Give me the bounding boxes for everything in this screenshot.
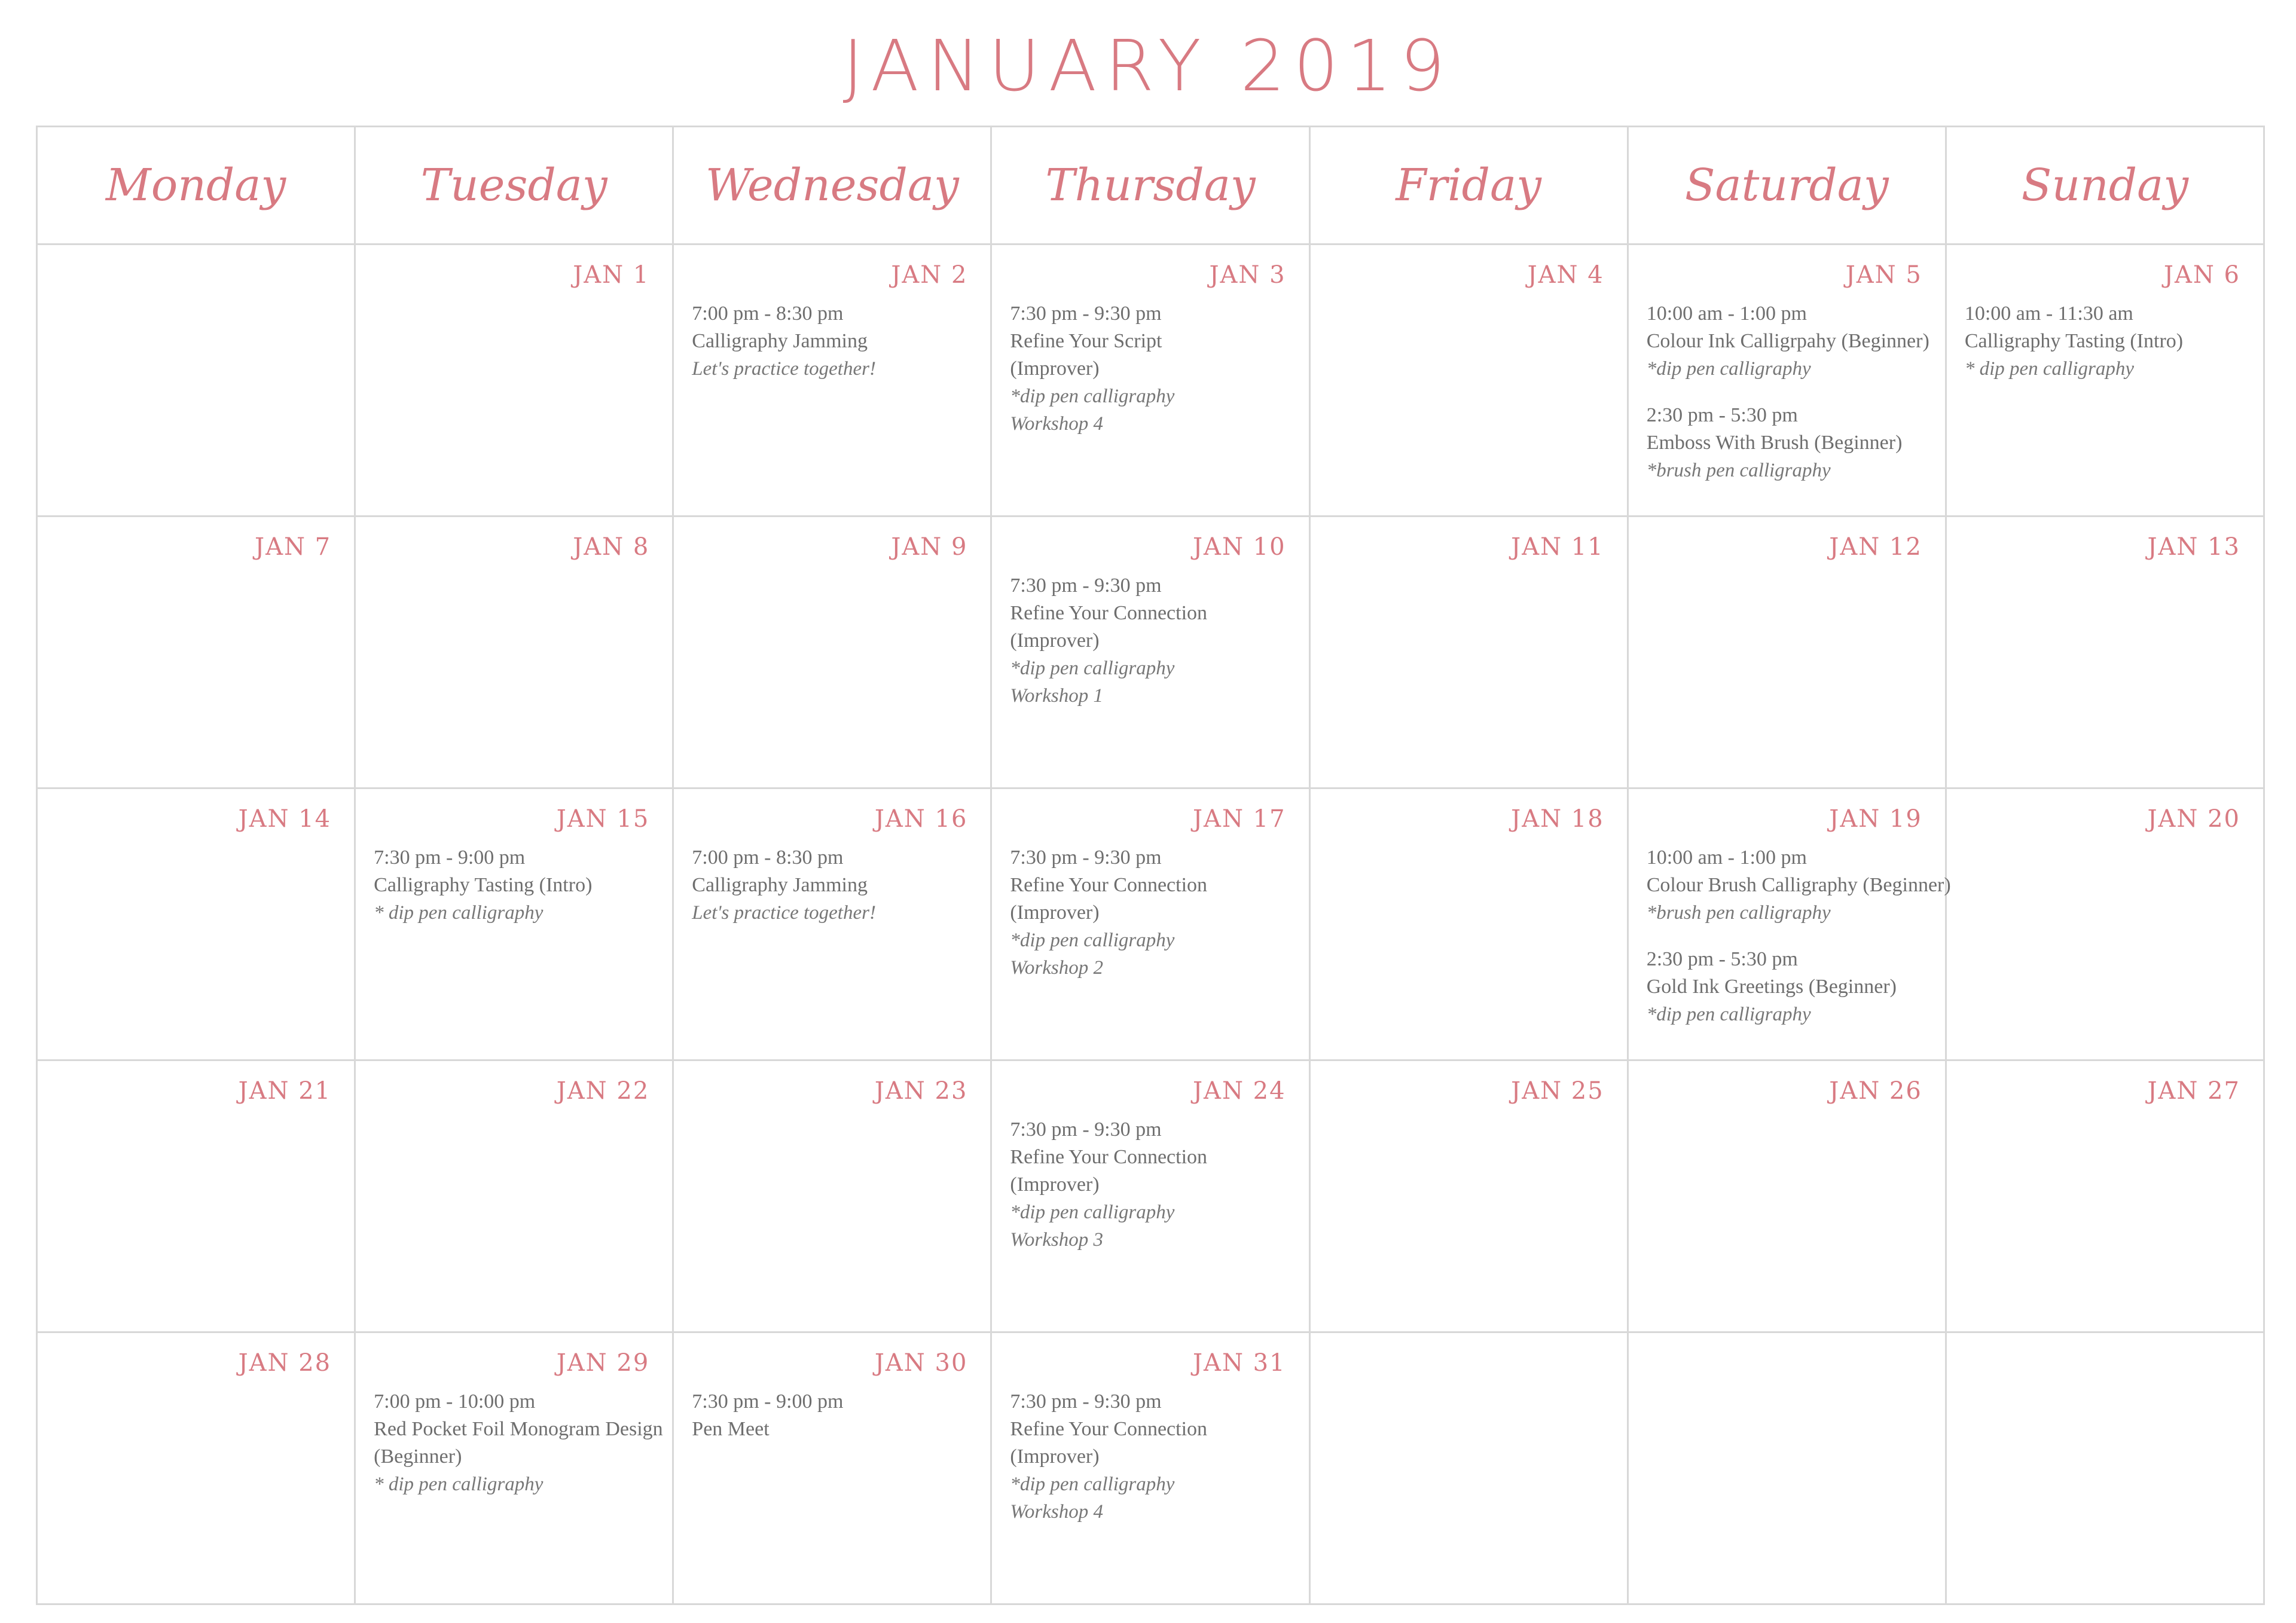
event-note: * dip pen calligraphy <box>374 1474 544 1495</box>
event-note: Workshop 3 <box>1010 1229 1103 1251</box>
day-cell <box>1946 1332 2264 1604</box>
calendar-event[interactable] <box>1965 300 2263 383</box>
event-note: *brush pen calligraphy <box>1646 460 1831 481</box>
day-events <box>1629 292 1945 484</box>
day-cell[interactable] <box>1946 516 2264 788</box>
event-note: *dip pen calligraphy <box>1010 386 1175 407</box>
calendar-event[interactable] <box>692 300 990 383</box>
day-cell[interactable] <box>37 516 355 788</box>
day-cell[interactable] <box>991 516 1309 788</box>
event-time: 7:30 pm - 9:00 pm <box>374 846 526 869</box>
event-time: 7:00 pm - 8:30 pm <box>692 846 844 869</box>
event-time: 7:30 pm - 9:00 pm <box>692 1390 844 1413</box>
day-date-label: JAN 4 <box>1527 261 1604 289</box>
event-title: Calligraphy Jamming <box>692 874 868 896</box>
day-cell[interactable] <box>37 788 355 1060</box>
event-title: Emboss With Brush (Beginner) <box>1646 432 1903 454</box>
day-date-label: JAN 7 <box>255 533 332 561</box>
day-events <box>992 836 1308 982</box>
day-date-label: JAN 29 <box>556 1349 650 1377</box>
calendar-event[interactable] <box>1647 402 1945 484</box>
event-time: 7:00 pm - 10:00 pm <box>374 1390 536 1413</box>
day-cell[interactable] <box>673 1060 991 1332</box>
event-title: Refine Your Script <box>1010 330 1162 352</box>
weekday-header-thursday: Thursday <box>991 127 1309 244</box>
event-title: Colour Brush Calligraphy (Beginner) <box>1646 874 1951 896</box>
day-events <box>1947 292 2263 383</box>
day-events <box>992 564 1308 710</box>
day-date-label: JAN 1 <box>573 261 650 289</box>
day-date-label: JAN 10 <box>1193 533 1286 561</box>
day-cell[interactable] <box>1946 1060 2264 1332</box>
day-cell[interactable] <box>1628 1060 1946 1332</box>
week-row <box>37 1332 2264 1604</box>
event-time: 7:30 pm - 9:30 pm <box>1010 1390 1162 1413</box>
day-cell[interactable] <box>1309 244 1628 516</box>
event-note: *dip pen calligraphy <box>1010 930 1175 951</box>
day-date-label: JAN 6 <box>2163 261 2240 289</box>
day-date-label: JAN 17 <box>1193 805 1286 833</box>
day-events <box>1629 836 1951 1028</box>
calendar-event[interactable] <box>1010 300 1308 438</box>
event-note: Workshop 2 <box>1010 957 1103 979</box>
day-cell[interactable] <box>673 1332 991 1604</box>
calendar-title: JANUARY 2019 <box>842 25 1454 107</box>
calendar-event[interactable] <box>1010 844 1308 982</box>
day-date-label: JAN 3 <box>1209 261 1286 289</box>
day-cell[interactable] <box>991 1060 1309 1332</box>
event-time: 2:30 pm - 5:30 pm <box>1646 404 1798 426</box>
day-date-label: JAN 14 <box>238 805 332 833</box>
calendar-event[interactable] <box>692 844 990 927</box>
event-note: Workshop 4 <box>1010 413 1103 435</box>
day-date-label: JAN 9 <box>891 533 968 561</box>
day-cell[interactable] <box>1628 788 1951 1060</box>
day-date-label: JAN 22 <box>556 1077 650 1105</box>
event-title: Calligraphy Jamming <box>692 330 868 352</box>
event-note: * dip pen calligraphy <box>374 902 544 924</box>
day-cell[interactable] <box>355 1332 673 1604</box>
event-title: (Improver) <box>1010 629 1100 652</box>
weekday-header-wednesday: Wednesday <box>673 127 991 244</box>
event-title: (Beginner) <box>374 1445 462 1468</box>
day-events <box>356 1380 672 1498</box>
day-date-label: JAN 8 <box>573 533 650 561</box>
day-cell[interactable] <box>1309 788 1628 1060</box>
week-row <box>37 788 2264 1060</box>
day-cell[interactable] <box>1946 244 2264 516</box>
event-time: 2:30 pm - 5:30 pm <box>1646 948 1798 970</box>
day-cell[interactable] <box>1946 788 2264 1060</box>
event-title: Red Pocket Foil Monogram Design <box>374 1418 663 1440</box>
event-note: Let's practice together! <box>692 358 876 380</box>
weekday-header-row <box>37 127 2264 244</box>
event-title: Pen Meet <box>692 1418 770 1440</box>
day-cell[interactable] <box>1309 1060 1628 1332</box>
event-time: 7:30 pm - 9:30 pm <box>1010 1118 1162 1141</box>
event-title: (Improver) <box>1010 901 1100 924</box>
day-cell[interactable] <box>1628 516 1946 788</box>
day-cell[interactable] <box>991 1332 1309 1604</box>
day-date-label: JAN 15 <box>556 805 650 833</box>
day-cell <box>37 244 355 516</box>
day-events <box>992 1380 1308 1526</box>
calendar-event[interactable] <box>1647 300 1945 383</box>
day-cell[interactable] <box>355 788 673 1060</box>
day-cell <box>1628 1332 1946 1604</box>
event-note: Workshop 4 <box>1010 1501 1103 1523</box>
day-date-label: JAN 31 <box>1193 1349 1286 1377</box>
event-time: 7:30 pm - 9:30 pm <box>1010 846 1162 869</box>
event-time: 10:00 am - 1:00 pm <box>1646 846 1807 869</box>
weekday-header-friday: Friday <box>1309 127 1628 244</box>
event-title: Refine Your Connection <box>1010 602 1208 624</box>
day-date-label <box>1311 1333 1627 1380</box>
event-time: 10:00 am - 11:30 am <box>1964 302 2133 325</box>
event-time: 7:30 pm - 9:30 pm <box>1010 574 1162 597</box>
calendar-event[interactable] <box>374 1388 672 1498</box>
event-note: *dip pen calligraphy <box>1646 358 1811 380</box>
day-date-label: JAN 26 <box>1829 1077 1922 1105</box>
event-note: *dip pen calligraphy <box>1010 1202 1175 1223</box>
day-cell <box>1309 1332 1628 1604</box>
day-date-label: JAN 2 <box>891 261 968 289</box>
event-title: Refine Your Connection <box>1010 1418 1208 1440</box>
day-cell[interactable] <box>1309 516 1628 788</box>
weekday-header-tuesday: Tuesday <box>355 127 673 244</box>
weekday-header-saturday: Saturday <box>1628 127 1946 244</box>
day-date-label: JAN 24 <box>1193 1077 1286 1105</box>
day-cell[interactable] <box>1628 244 1946 516</box>
day-cell[interactable] <box>673 244 991 516</box>
event-title: Calligraphy Tasting (Intro) <box>1964 330 2184 352</box>
calendar-event[interactable] <box>1646 844 1951 927</box>
day-cell[interactable] <box>355 244 673 516</box>
day-cell[interactable] <box>37 1060 355 1332</box>
event-note: Let's practice together! <box>692 902 876 924</box>
calendar-event[interactable] <box>1647 946 1945 1028</box>
day-cell[interactable] <box>355 516 673 788</box>
day-date-label: JAN 11 <box>1511 533 1604 561</box>
day-events <box>356 836 672 927</box>
week-row <box>37 516 2264 788</box>
event-title: Colour Ink Calligrpahy (Beginner) <box>1646 330 1929 352</box>
week-row <box>37 244 2264 516</box>
day-date-label: JAN 25 <box>1511 1077 1604 1105</box>
day-date-label: JAN 28 <box>238 1349 332 1377</box>
event-title: Refine Your Connection <box>1010 874 1208 896</box>
event-title: Calligraphy Tasting (Intro) <box>374 874 593 896</box>
event-title: (Improver) <box>1010 1445 1100 1468</box>
calendar-event[interactable] <box>1010 572 1308 710</box>
day-cell[interactable] <box>991 244 1309 516</box>
event-note: *brush pen calligraphy <box>1646 902 1831 924</box>
event-note: *dip pen calligraphy <box>1010 658 1175 679</box>
calendar-event[interactable] <box>692 1388 990 1443</box>
day-events <box>674 1380 990 1443</box>
event-time: 10:00 am - 1:00 pm <box>1646 302 1807 325</box>
calendar-event[interactable] <box>1010 1116 1308 1254</box>
event-note: *dip pen calligraphy <box>1010 1474 1175 1495</box>
day-events <box>992 292 1308 438</box>
day-events <box>674 836 990 927</box>
day-events <box>992 1108 1308 1254</box>
event-title: Gold Ink Greetings (Beginner) <box>1646 976 1897 998</box>
calendar-grid <box>36 126 2265 1605</box>
event-title: Refine Your Connection <box>1010 1146 1208 1168</box>
day-date-label <box>1629 1333 1945 1380</box>
event-note: * dip pen calligraphy <box>1964 358 2135 380</box>
event-note: Workshop 1 <box>1010 685 1103 707</box>
day-date-label: JAN 12 <box>1829 533 1922 561</box>
calendar-event[interactable] <box>1010 1388 1308 1526</box>
calendar-event[interactable] <box>374 844 672 927</box>
day-date-label: JAN 20 <box>2147 805 2240 833</box>
day-date-label: JAN 13 <box>2147 533 2240 561</box>
day-date-label <box>38 245 354 292</box>
day-date-label: JAN 19 <box>1829 805 1922 833</box>
day-date-label: JAN 16 <box>874 805 968 833</box>
day-date-label: JAN 5 <box>1845 261 1922 289</box>
week-row <box>37 1060 2264 1332</box>
day-date-label: JAN 18 <box>1511 805 1604 833</box>
day-date-label: JAN 21 <box>238 1077 332 1105</box>
day-date-label: JAN 27 <box>2147 1077 2240 1105</box>
day-date-label: JAN 30 <box>874 1349 968 1377</box>
event-note: *dip pen calligraphy <box>1646 1004 1811 1025</box>
event-time: 7:30 pm - 9:30 pm <box>1010 302 1162 325</box>
day-events <box>674 292 990 383</box>
day-date-label: JAN 23 <box>874 1077 968 1105</box>
weekday-header-sunday: Sunday <box>1946 127 2264 244</box>
day-cell[interactable] <box>355 1060 673 1332</box>
day-cell[interactable] <box>991 788 1309 1060</box>
event-time: 7:00 pm - 8:30 pm <box>692 302 844 325</box>
calendar-body <box>37 244 2264 1604</box>
day-cell[interactable] <box>37 1332 355 1604</box>
day-cell[interactable] <box>673 788 991 1060</box>
weekday-header-monday: Monday <box>37 127 355 244</box>
event-title: (Improver) <box>1010 1173 1100 1196</box>
event-title: (Improver) <box>1010 357 1100 380</box>
day-cell[interactable] <box>673 516 991 788</box>
day-date-label <box>1947 1333 2263 1380</box>
